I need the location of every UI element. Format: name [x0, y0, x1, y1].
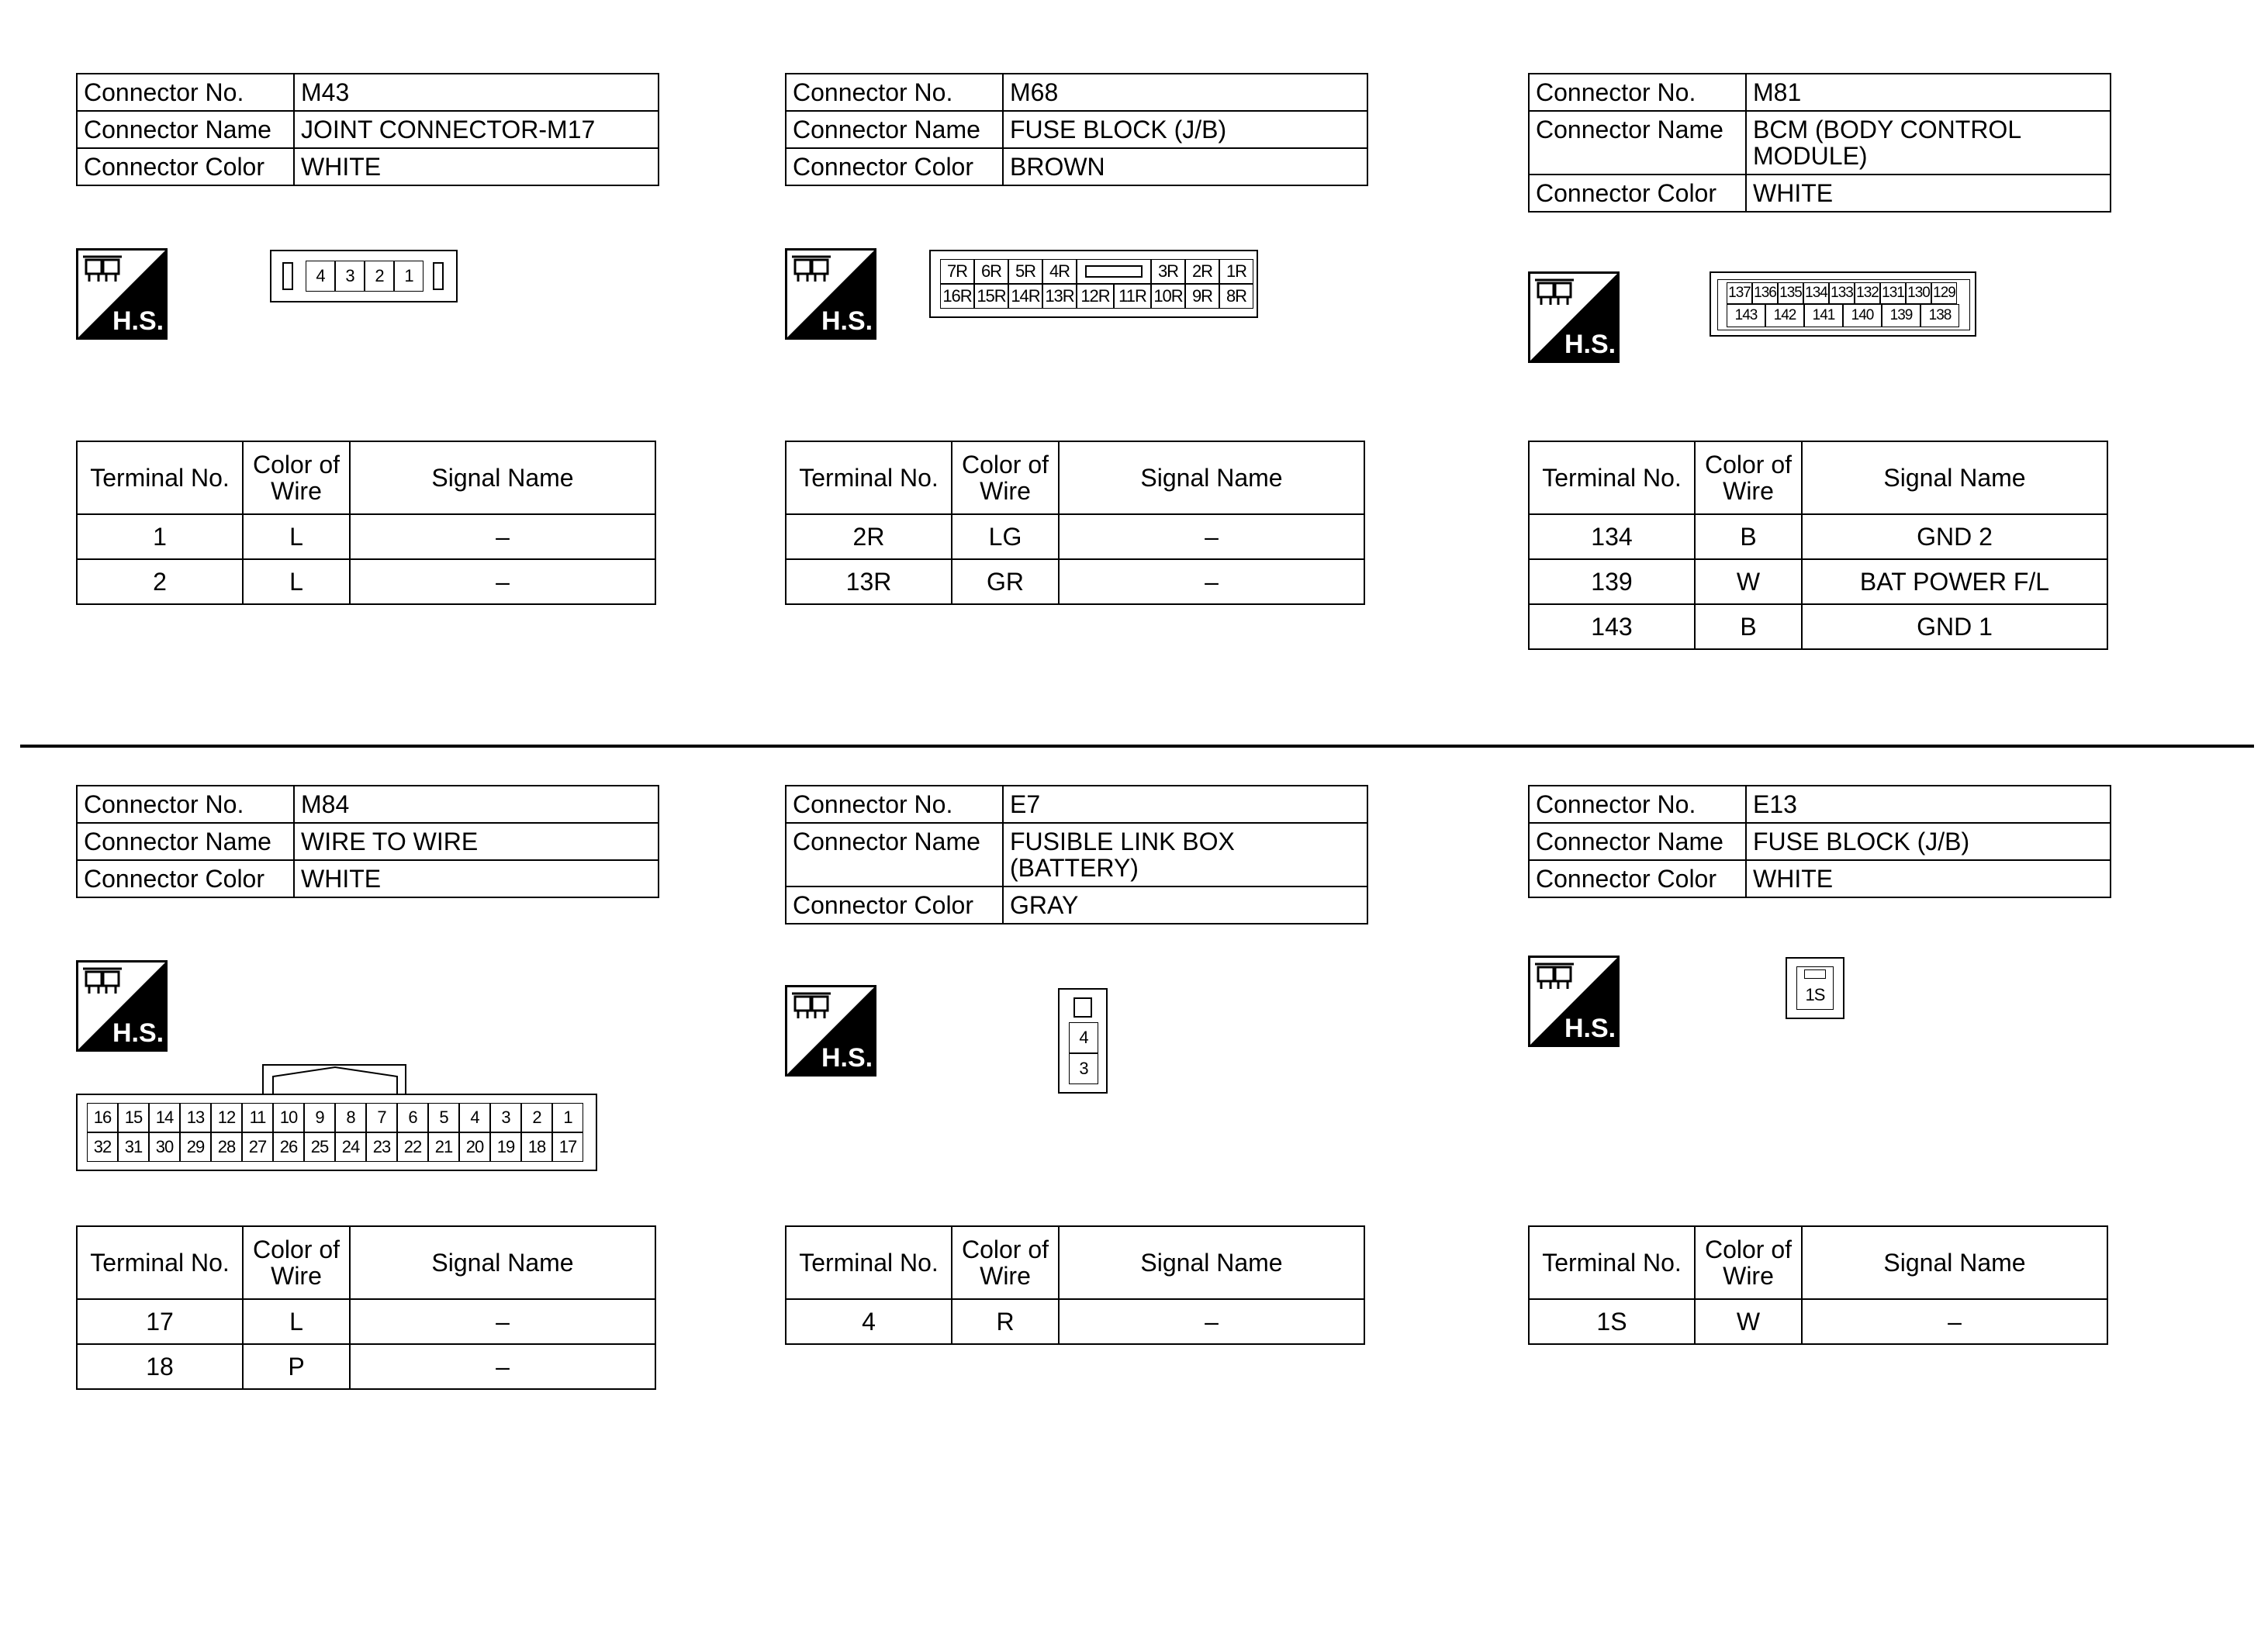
harness-side-icon [785, 248, 876, 340]
section-divider [20, 745, 2254, 748]
signal-name: – [350, 1344, 655, 1389]
pin-2: 2 [365, 261, 394, 292]
terminal-no: 143 [1529, 604, 1695, 649]
pin-140: 140 [1843, 304, 1882, 327]
pin-13: 13 [180, 1103, 211, 1132]
header-signal-name: Signal Name [1802, 1226, 2107, 1299]
pin-6r: 6R [974, 259, 1008, 284]
wire-color: L [243, 559, 350, 604]
pin-1: 1 [394, 261, 424, 292]
connector-name-value: WIRE TO WIRE [294, 823, 659, 860]
connector-block-e7 [785, 785, 1374, 1336]
pin-9r: 9R [1185, 284, 1219, 309]
pin-11r: 11R [1114, 284, 1151, 309]
svg-text:H.S.: H.S. [112, 306, 164, 336]
header-signal-name: Signal Name [350, 441, 655, 514]
connector-name-value: FUSE BLOCK (J/B) [1746, 823, 2111, 860]
pin-4: 4 [1069, 1022, 1098, 1053]
blank-cavity [1077, 259, 1151, 284]
pin-29: 29 [180, 1132, 211, 1162]
pin-8r: 8R [1219, 284, 1253, 309]
pin-1r: 1R [1219, 259, 1253, 284]
wire-color: GR [952, 559, 1059, 604]
connector-info-table [785, 73, 1368, 186]
label-connector-name: Connector Name [77, 823, 294, 860]
label-connector-name: Connector Name [786, 111, 1003, 148]
wire-color: B [1695, 514, 1802, 559]
header-color-of-wire: Color of Wire [952, 441, 1059, 514]
pin-15: 15 [118, 1103, 149, 1132]
header-color-of-wire: Color of Wire [243, 1226, 350, 1299]
label-connector-no: Connector No. [786, 786, 1003, 823]
pin-7r: 7R [940, 259, 974, 284]
label-connector-color: Connector Color [786, 886, 1003, 924]
label-connector-color: Connector Color [1529, 860, 1746, 897]
terminal-no: 13R [786, 559, 952, 604]
pin-27: 27 [242, 1132, 273, 1162]
label-connector-name: Connector Name [1529, 111, 1746, 175]
pin-23: 23 [366, 1132, 397, 1162]
pin-131: 131 [1880, 282, 1906, 304]
table-row [786, 1299, 1364, 1344]
pin-21: 21 [428, 1132, 459, 1162]
pin-31: 31 [118, 1132, 149, 1162]
pin-135: 135 [1778, 282, 1803, 304]
signal-name: GND 1 [1802, 604, 2107, 649]
connector-face-m43 [270, 250, 458, 302]
connector-face-e13 [1786, 957, 1844, 1019]
table-row [77, 1344, 655, 1389]
svg-text:H.S.: H.S. [821, 306, 873, 336]
pin-133: 133 [1829, 282, 1855, 304]
connector-face-m81 [1710, 271, 1976, 337]
svg-text:H.S.: H.S. [1564, 1014, 1616, 1043]
pin-4r: 4R [1042, 259, 1077, 284]
pin-5r: 5R [1008, 259, 1042, 284]
signal-name: – [350, 1299, 655, 1344]
pin-143: 143 [1727, 304, 1765, 327]
connector-no-value: M81 [1746, 74, 2111, 111]
terminal-table [1528, 1225, 2108, 1345]
pin-16r: 16R [940, 284, 974, 309]
terminal-table [785, 1225, 1365, 1345]
pin-20: 20 [459, 1132, 490, 1162]
connector-name-value: FUSIBLE LINK BOX (BATTERY) [1003, 823, 1367, 886]
harness-side-icon [76, 960, 168, 1052]
wire-color: L [243, 514, 350, 559]
terminal-no: 1 [77, 514, 243, 559]
pin-18: 18 [521, 1132, 552, 1162]
pin-3: 3 [335, 261, 365, 292]
table-row [77, 514, 655, 559]
label-connector-no: Connector No. [77, 786, 294, 823]
header-signal-name: Signal Name [350, 1226, 655, 1299]
terminal-no: 134 [1529, 514, 1695, 559]
pin-130: 130 [1906, 282, 1931, 304]
connector-lock-tab [262, 1064, 406, 1095]
connector-no-value: E13 [1746, 786, 2111, 823]
table-row [77, 1299, 655, 1344]
header-signal-name: Signal Name [1059, 1226, 1364, 1299]
connector-no-value: E7 [1003, 786, 1367, 823]
pin-5: 5 [428, 1103, 459, 1132]
svg-text:H.S.: H.S. [112, 1018, 164, 1048]
header-terminal-no: Terminal No. [77, 441, 243, 514]
table-row [786, 559, 1364, 604]
connector-info-table [1528, 73, 2111, 213]
signal-name: – [1059, 514, 1364, 559]
label-connector-no: Connector No. [786, 74, 1003, 111]
pin-137: 137 [1727, 282, 1752, 304]
pin-6: 6 [397, 1103, 428, 1132]
pin-1: 1 [552, 1103, 583, 1132]
table-row [1529, 604, 2107, 649]
connector-block-m68 [785, 73, 1374, 596]
connector-no-value: M68 [1003, 74, 1367, 111]
harness-side-icon [76, 248, 168, 340]
connector-color-value: WHITE [294, 860, 659, 897]
header-terminal-no: Terminal No. [77, 1226, 243, 1299]
pin-14: 14 [149, 1103, 180, 1132]
pin-138: 138 [1920, 304, 1959, 327]
label-connector-name: Connector Name [786, 823, 1003, 886]
signal-name: GND 2 [1802, 514, 2107, 559]
connector-info-table [1528, 785, 2111, 898]
pin-14r: 14R [1008, 284, 1042, 309]
connector-color-value: WHITE [1746, 860, 2111, 897]
table-row [786, 514, 1364, 559]
pin-25: 25 [304, 1132, 335, 1162]
signal-name: – [1059, 1299, 1364, 1344]
svg-text:H.S.: H.S. [821, 1043, 873, 1073]
label-connector-no: Connector No. [77, 74, 294, 111]
terminal-table [785, 441, 1365, 605]
terminal-no: 2 [77, 559, 243, 604]
pin-11: 11 [242, 1103, 273, 1132]
table-row [1529, 559, 2107, 604]
pin-3: 3 [1069, 1053, 1098, 1084]
table-row [1529, 514, 2107, 559]
label-connector-color: Connector Color [786, 148, 1003, 185]
connector-no-value: M43 [294, 74, 659, 111]
wire-color: B [1695, 604, 1802, 649]
pin-32: 32 [87, 1132, 118, 1162]
pin-134: 134 [1803, 282, 1829, 304]
connector-block-m43 [76, 73, 666, 596]
pin-142: 142 [1765, 304, 1804, 327]
pin-13r: 13R [1042, 284, 1077, 309]
label-connector-color: Connector Color [1529, 175, 1746, 212]
connector-info-table [785, 785, 1368, 924]
table-row [77, 559, 655, 604]
connector-info-table [76, 785, 659, 898]
terminal-no: 1S [1529, 1299, 1695, 1344]
label-connector-name: Connector Name [77, 111, 294, 148]
wire-color: R [952, 1299, 1059, 1344]
header-terminal-no: Terminal No. [1529, 441, 1695, 514]
header-color-of-wire: Color of Wire [243, 441, 350, 514]
pin-4: 4 [459, 1103, 490, 1132]
pin-2r: 2R [1185, 259, 1219, 284]
pin-16: 16 [87, 1103, 118, 1132]
terminal-table [1528, 441, 2108, 650]
pin-26: 26 [273, 1132, 304, 1162]
label-connector-no: Connector No. [1529, 786, 1746, 823]
pin-30: 30 [149, 1132, 180, 1162]
connector-name-value: BCM (BODY CONTROL MODULE) [1746, 111, 2111, 175]
header-color-of-wire: Color of Wire [952, 1226, 1059, 1299]
pin-136: 136 [1752, 282, 1778, 304]
label-connector-no: Connector No. [1529, 74, 1746, 111]
harness-side-icon [1528, 956, 1620, 1047]
pin-12: 12 [211, 1103, 242, 1132]
connector-face-m68 [929, 250, 1258, 318]
header-terminal-no: Terminal No. [786, 441, 952, 514]
terminal-no: 4 [786, 1299, 952, 1344]
table-row [1529, 1299, 2107, 1344]
pin-139: 139 [1882, 304, 1920, 327]
pin-3: 3 [490, 1103, 521, 1132]
connector-color-value: BROWN [1003, 148, 1367, 185]
connector-name-value: JOINT CONNECTOR-M17 [294, 111, 659, 148]
terminal-no: 139 [1529, 559, 1695, 604]
signal-name: BAT POWER F/L [1802, 559, 2107, 604]
pin-4: 4 [306, 261, 335, 292]
pin-141: 141 [1804, 304, 1843, 327]
pin-28: 28 [211, 1132, 242, 1162]
label-connector-name: Connector Name [1529, 823, 1746, 860]
connector-info-table [76, 73, 659, 186]
connector-color-value: WHITE [1746, 175, 2111, 212]
connector-name-value: FUSE BLOCK (J/B) [1003, 111, 1367, 148]
signal-name: – [1802, 1299, 2107, 1344]
pin-10: 10 [273, 1103, 304, 1132]
pin-132: 132 [1855, 282, 1880, 304]
terminal-no: 18 [77, 1344, 243, 1389]
pin-15r: 15R [974, 284, 1008, 309]
pin-129: 129 [1931, 282, 1957, 304]
pin-10r: 10R [1151, 284, 1185, 309]
wire-color: W [1695, 1299, 1802, 1344]
wire-color: P [243, 1344, 350, 1389]
connector-color-value: WHITE [294, 148, 659, 185]
terminal-table [76, 441, 656, 605]
harness-side-icon [1528, 271, 1620, 363]
connector-face-e7 [1058, 988, 1108, 1094]
connector-block-m84 [76, 785, 666, 1381]
pin-9: 9 [304, 1103, 335, 1132]
pin-17: 17 [552, 1132, 583, 1162]
connector-face-m84 [76, 1094, 597, 1171]
pin-3r: 3R [1151, 259, 1185, 284]
label-connector-color: Connector Color [77, 148, 294, 185]
header-signal-name: Signal Name [1059, 441, 1364, 514]
connector-no-value: M84 [294, 786, 659, 823]
harness-side-icon [785, 985, 876, 1077]
pin-12r: 12R [1077, 284, 1114, 309]
pin-1s: 1S [1805, 985, 1825, 1004]
header-terminal-no: Terminal No. [1529, 1226, 1695, 1299]
terminal-no: 2R [786, 514, 952, 559]
header-color-of-wire: Color of Wire [1695, 441, 1802, 514]
header-color-of-wire: Color of Wire [1695, 1226, 1802, 1299]
label-connector-color: Connector Color [77, 860, 294, 897]
pin-7: 7 [366, 1103, 397, 1132]
wire-color: W [1695, 559, 1802, 604]
signal-name: – [1059, 559, 1364, 604]
connector-block-m81 [1528, 73, 2118, 641]
header-signal-name: Signal Name [1802, 441, 2107, 514]
pin-2: 2 [521, 1103, 552, 1132]
svg-text:H.S.: H.S. [1564, 330, 1616, 359]
signal-name: – [350, 559, 655, 604]
connector-block-e13 [1528, 785, 2118, 1336]
wire-color: L [243, 1299, 350, 1344]
terminal-no: 17 [77, 1299, 243, 1344]
pin-19: 19 [490, 1132, 521, 1162]
pin-24: 24 [335, 1132, 366, 1162]
connector-color-value: GRAY [1003, 886, 1367, 924]
terminal-table [76, 1225, 656, 1390]
wire-color: LG [952, 514, 1059, 559]
pin-8: 8 [335, 1103, 366, 1132]
pin-22: 22 [397, 1132, 428, 1162]
header-terminal-no: Terminal No. [786, 1226, 952, 1299]
signal-name: – [350, 514, 655, 559]
